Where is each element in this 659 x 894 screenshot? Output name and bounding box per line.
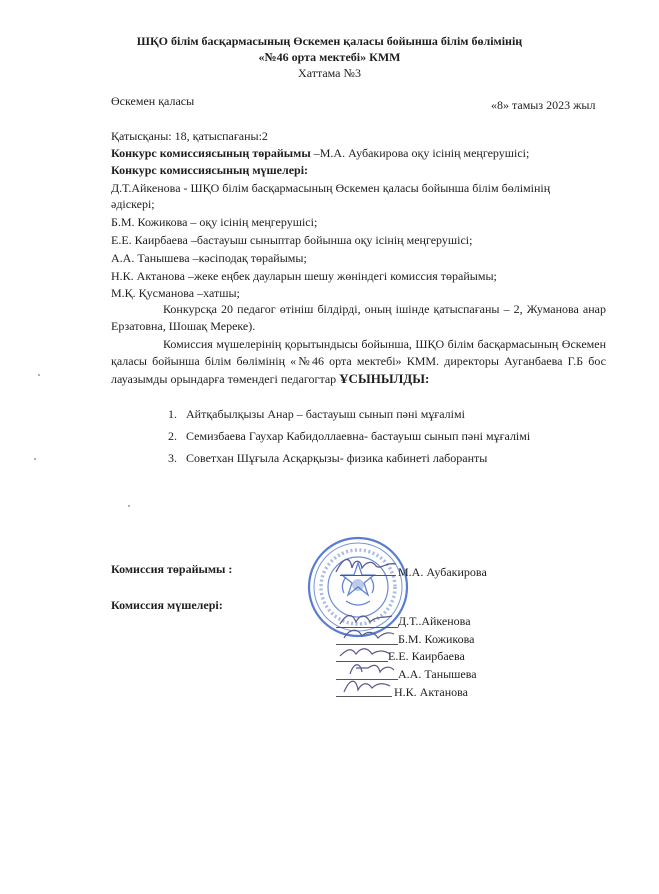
list-item-text: Семизбаева Гаухар Кабидоллаевна- бастауыш сынып пәні мұғалімі — [186, 429, 531, 443]
scan-speck — [34, 458, 36, 460]
list-item-text: Советхан Шұғыла Асқарқызы- физика кабинеті лаборанты — [186, 451, 488, 465]
body-paragraph-2-text: Комиссия мүшелерінің қорытындысы бойынша, ШҚО білім басқармасының Өскемен қаласы бойынша білім бөлімінің «№46 орта мектебі» КММ. директоры Ауганбаева Г.Б бос лауазымды орындарға төмендегі педагогтар — [111, 337, 606, 386]
signature-member-name: Д.Т..Айкенова — [398, 614, 471, 628]
commission-chair — [111, 145, 529, 162]
signature-member-name: А.А. Танышева — [398, 667, 477, 681]
commission-member: М.Қ. Қусманова –хатшы; — [111, 286, 240, 300]
signature-chair-name: М.А. Аубакирова — [398, 565, 487, 579]
list-item — [168, 450, 487, 467]
commission-member: Н.К. Актанова –жеке еңбек дауларын шешу жөніндегі комиссия төрайымы; — [111, 269, 497, 283]
signature-member-name: Б.М. Кожикова — [398, 632, 475, 646]
body-paragraph-1-text: Конкурсқа 20 педагог өтініш білдірді, оның ішінде қатыспағаны – 2, Жуманова анар Ерзатовна, Шошақ Мереке). — [111, 302, 606, 333]
commission-chair-label: Конкурс комиссиясының төрайымы — [111, 146, 311, 160]
commission-member: Д.Т.Айкенова - ШҚО білім басқармасының Өскемен қаласы бойынша білім бөлімінің — [111, 181, 551, 195]
list-item-number: 1. — [168, 407, 177, 421]
list-item-number: 3. — [168, 451, 177, 465]
commission-members-label: Конкурс комиссиясының мүшелері: — [111, 163, 309, 177]
scan-speck — [38, 374, 40, 376]
list-item — [168, 406, 465, 423]
commission-chair-value: –М.А. Аубакирова оқу ісінің меңгерушісі; — [310, 146, 530, 160]
commission-member: Е.Е. Каирбаева –бастауыш сыныптар бойынша оқу ісінің меңгерушісі; — [111, 233, 473, 247]
date: «8» тамыз 2023 жыл — [491, 98, 596, 112]
scan-speck — [128, 505, 130, 507]
commission-member: А.А. Танышева –кәсіподақ төрайымы; — [111, 251, 307, 265]
recommended-heading: ҰСЫНЫЛДЫ: — [339, 371, 430, 386]
list-item-text: Айтқабылқызы Анар – бастауыш сынып пәні мұғалімі — [186, 407, 465, 421]
signature-member-name: Е.Е. Каирбаева — [388, 649, 465, 663]
member-signature-icon — [340, 676, 392, 698]
member-signature-icon — [340, 624, 396, 644]
list-item — [168, 428, 530, 445]
signature-line — [336, 696, 392, 697]
header-line-2: «№46 орта мектебі» КММ — [258, 50, 401, 64]
signature-members-label: Комиссия мүшелері: — [111, 598, 223, 612]
attendance: Қатысқаны: 18, қатыспағаны:2 — [111, 129, 268, 143]
protocol-number: Хаттама №3 — [298, 66, 361, 80]
signature-line — [340, 575, 396, 576]
body-paragraph-1 — [111, 301, 606, 335]
signature-chair-label: Комиссия төрайымы : — [111, 562, 233, 576]
commission-member: әдіскері; — [111, 197, 155, 211]
list-item-number: 2. — [168, 429, 177, 443]
header-line-1: ШҚО білім басқармасының Өскемен қаласы бойынша білім бөлімінің — [136, 34, 523, 48]
body-paragraph-2 — [111, 336, 606, 388]
commission-member: Б.М. Кожикова – оқу ісінің меңгерушісі; — [111, 215, 318, 229]
signature-member-name: Н.К. Актанова — [394, 685, 468, 699]
city: Өскемен қаласы — [111, 94, 195, 108]
